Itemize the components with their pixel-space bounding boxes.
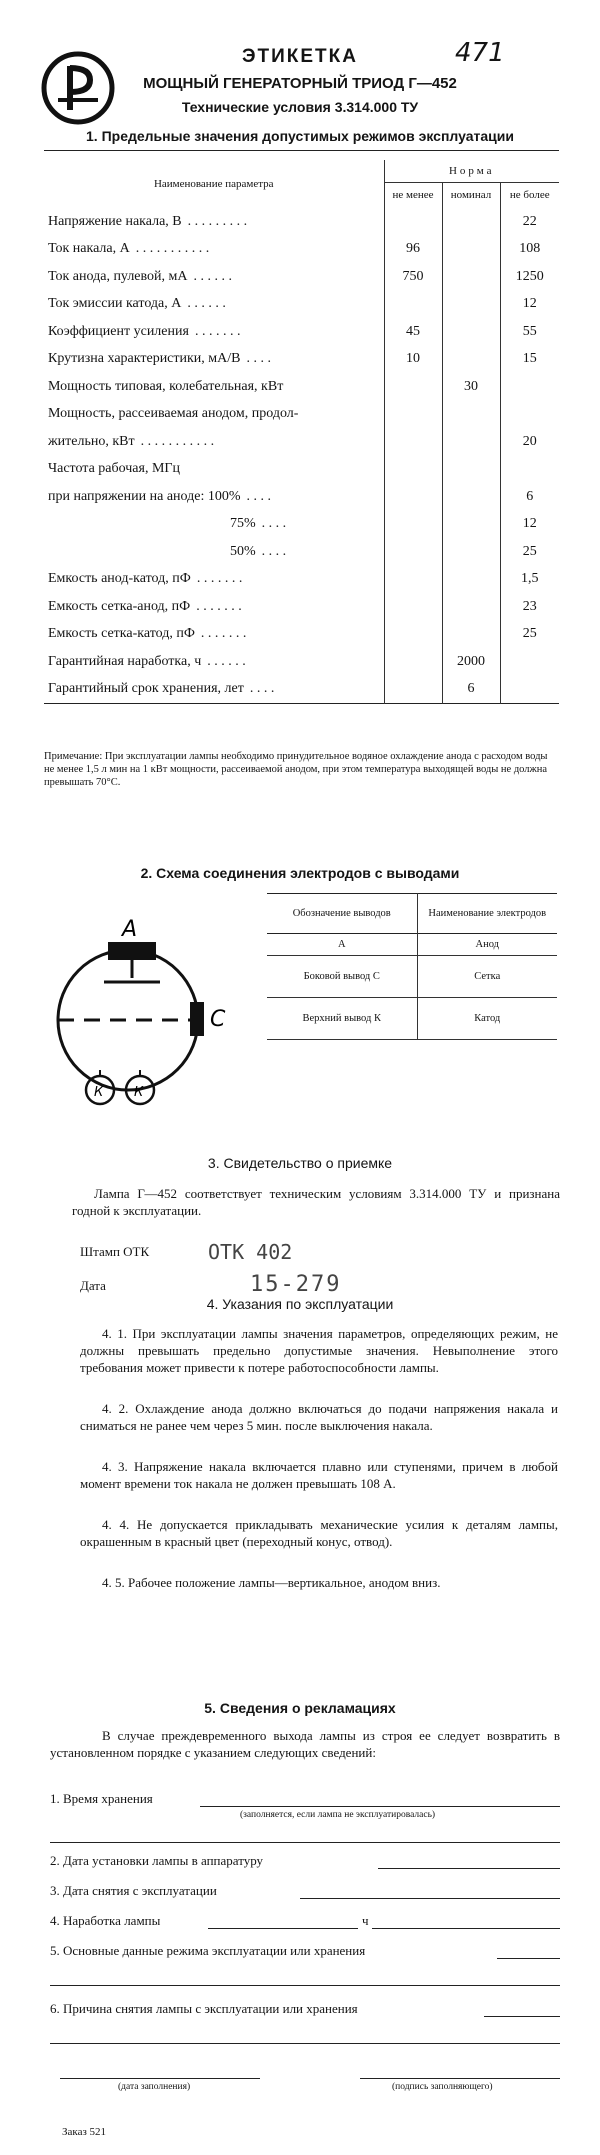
limits-row: [44, 676, 559, 704]
instruction-4-4: 4. 4. Не допускается прикладывать механические усилия к деталям лампы, окрашенным в красный цвет (переходный конус, отвод).: [80, 1517, 558, 1549]
field5-label: 5. Основные данные режима эксплуатации или хранения: [50, 1943, 366, 1958]
field1-label: 1. Время хранения: [50, 1791, 153, 1806]
label-title: ЭТИКЕТКА: [242, 46, 358, 67]
section3-text: Лампа Г—452 соответствует техническим условиям 3.314.000 ТУ и признана годной к эксплуатации.: [72, 1186, 560, 1218]
section4-title: 4. Указания по эксплуатации: [206, 1296, 394, 1312]
param-name: [44, 593, 384, 621]
param-name-text: Емкость анод-катод, пФ: [48, 571, 191, 587]
param-name-text: Гарантийная наработка, ч: [48, 653, 202, 669]
value-min: [384, 676, 442, 704]
value-max: 25: [500, 621, 559, 649]
value-nom: [442, 456, 500, 484]
value-min: [384, 648, 442, 676]
cathode-label-2: К: [134, 1085, 144, 1100]
pins-table: [267, 893, 557, 1040]
limits-row: [44, 511, 559, 539]
date-label: Дата: [80, 1278, 106, 1293]
col-designation-header: Обозначение выводов: [292, 908, 391, 919]
value-max: 12: [500, 291, 559, 319]
value-max: 55: [500, 318, 559, 346]
note-label: Примечание:: [44, 751, 103, 762]
cathode-label-1: К: [94, 1085, 104, 1100]
param-name: [44, 648, 384, 676]
value-min: [384, 291, 442, 319]
col-electrode-header: Наименование электродов: [417, 894, 557, 934]
product-title: МОЩНЫЙ ГЕНЕРАТОРНЫЙ ТРИОД Г—452: [143, 75, 457, 92]
pin-row: [267, 998, 557, 1040]
limits-row: [44, 236, 559, 264]
field5-line[interactable]: [497, 1958, 560, 1959]
value-nom: [442, 621, 500, 649]
param-name-text: Гарантийный срок хранения, лет: [48, 681, 244, 696]
value-max: 1250: [500, 263, 559, 291]
param-name-text: Крутизна характеристики, мА/В: [48, 351, 241, 367]
value-nom: [442, 346, 500, 374]
section1-title: 1. Предельные значения допустимых режимов эксплуатации: [86, 128, 514, 144]
limits-row: [44, 593, 559, 621]
limits-row: [44, 538, 559, 566]
limits-row: [44, 291, 559, 319]
pin-electrode: Анод: [417, 934, 557, 956]
value-nom: [442, 208, 500, 236]
section2-title: 2. Схема соединения электродов с выводами: [140, 865, 460, 881]
limits-row: [44, 208, 559, 236]
value-min: [384, 621, 442, 649]
section5-title: 5. Сведения о рекламациях: [204, 1700, 396, 1716]
table-bottom-rule-cell: [44, 703, 559, 704]
spec-line: Технические условия 3.314.000 ТУ: [181, 99, 419, 115]
param-dots: . . . . . . .: [196, 571, 243, 587]
limits-row: [44, 318, 559, 346]
instruction-4-1: 4. 1. При эксплуатации лампы значения параметров, определяющих режим, не должны превышать предельно допустимые значения. Невыполнение этого требования может привести к потере работоспособности лампы.: [80, 1326, 558, 1375]
field1-line-2[interactable]: [50, 1842, 560, 1843]
value-nom: [442, 483, 500, 511]
table-top-rule: [44, 150, 559, 151]
field1-note: (заполняется, если лампа не эксплуатировалась): [240, 1810, 436, 1820]
value-max: 25: [500, 538, 559, 566]
param-name: [44, 428, 384, 456]
param-name-text: 75%: [230, 516, 256, 532]
param-name-text: Мощность типовая, колебательная, кВт: [48, 378, 284, 394]
value-min: 96: [384, 236, 442, 264]
value-min: [384, 208, 442, 236]
grid-label: С: [210, 1007, 226, 1032]
section3-title: 3. Свидетельство о приемке: [207, 1155, 393, 1171]
limits-table: [44, 160, 559, 704]
param-dots: . . . .: [246, 351, 271, 367]
value-nom: [442, 263, 500, 291]
value-max: [500, 676, 559, 704]
value-max: 23: [500, 593, 559, 621]
value-nom: [442, 318, 500, 346]
field2-line[interactable]: [378, 1868, 560, 1869]
pin-designation: Верхний вывод К: [267, 998, 417, 1040]
sig-person-caption: (подпись заполняющего): [392, 2082, 493, 2092]
field4-line-2[interactable]: [372, 1928, 560, 1929]
electrode-diagram: [40, 900, 230, 1130]
param-name: [44, 236, 384, 264]
field6-label: 6. Причина снятия лампы с эксплуатации или хранения: [50, 2001, 358, 2016]
instruction-4-2: 4. 2. Охлаждение анода должно включаться до подачи напряжения накала и сниматься не ранее чем через 5 мин. после выключения накала.: [80, 1401, 558, 1433]
limits-row: [44, 373, 559, 401]
param-name-text: жительно, кВт: [48, 433, 135, 449]
param-name: [44, 456, 384, 484]
note-text: При эксплуатации лампы необходимо принудительное водяное охлаждение анода с расходом воды не менее 1,5 л мин на 1 кВт мощности, рассеиваемой анодом, при этом температура выходящей воды не должна превышать 70°С.: [44, 751, 548, 788]
value-min: [384, 566, 442, 594]
stamp-value: ОТК 402: [208, 1240, 293, 1264]
note: [44, 750, 559, 789]
param-name-text: Ток накала, А: [48, 241, 130, 257]
field4-unit: ч: [362, 1913, 369, 1928]
instruction-4-3: 4. 3. Напряжение накала включается плавно или ступенями, причем в любой момент времени ток накала не должен превышать 108 А.: [80, 1459, 558, 1491]
value-nom: 2000: [442, 648, 500, 676]
value-nom: [442, 566, 500, 594]
limits-row: [44, 648, 559, 676]
value-min: [384, 593, 442, 621]
sig-date-caption: (дата заполнения): [118, 2082, 191, 2092]
value-max: [500, 648, 559, 676]
field6-line-2[interactable]: [50, 2043, 560, 2044]
param-name: [44, 538, 384, 566]
param-dots: . . . . . . . . .: [187, 213, 248, 229]
handwritten-number: 471: [455, 38, 505, 68]
param-name-text: Ток анода, пулевой, мА: [48, 268, 188, 284]
pin-row: [267, 934, 557, 956]
value-min: 750: [384, 263, 442, 291]
value-max: 12: [500, 511, 559, 539]
value-min: [384, 456, 442, 484]
param-name: [44, 566, 384, 594]
sig-person-line[interactable]: [360, 2078, 560, 2079]
param-name: [44, 401, 384, 429]
field3-label: 3. Дата снятия с эксплуатации: [50, 1883, 217, 1898]
field4-label: 4. Наработка лампы: [50, 1913, 161, 1928]
value-min: [384, 511, 442, 539]
param-dots: . . . . . .: [187, 296, 226, 312]
param-dots: . . . . . . .: [196, 598, 242, 614]
value-min: [384, 538, 442, 566]
param-name-text: Ток эмиссии катода, А: [48, 296, 182, 312]
param-name-text: Мощность, рассеиваемая анодом, продол-: [48, 406, 299, 422]
col-param-header: Наименование параметра: [153, 178, 274, 190]
param-name: [44, 346, 384, 374]
param-dots: . . . .: [249, 681, 275, 696]
instruction-4-5: 4. 5. Рабочее положение лампы—вертикальное, анодом вниз.: [102, 1575, 441, 1590]
field2-label: 2. Дата установки лампы в аппаратуру: [50, 1853, 264, 1868]
value-max: 108: [500, 236, 559, 264]
param-name-text: 50%: [230, 543, 256, 559]
param-name: [44, 263, 384, 291]
value-max: [500, 401, 559, 429]
value-max: 20: [500, 428, 559, 456]
value-nom: [442, 401, 500, 429]
param-dots: . . . . . .: [207, 653, 246, 669]
pin-electrode: Катод: [417, 998, 557, 1040]
limits-row: [44, 346, 559, 374]
param-dots: . . . . . .: [193, 268, 232, 284]
limits-row: [44, 263, 559, 291]
param-name: [44, 291, 384, 319]
stamp-label: Штамп ОТК: [80, 1244, 150, 1259]
param-dots: . . . . . . .: [200, 626, 247, 642]
field6-line[interactable]: [484, 2016, 560, 2017]
value-min: 45: [384, 318, 442, 346]
col-norm-header: Норма: [384, 160, 559, 182]
value-nom: [442, 593, 500, 621]
param-dots: . . . .: [246, 488, 272, 504]
param-name: [44, 511, 384, 539]
param-name: [44, 208, 384, 236]
param-name: [44, 318, 384, 346]
value-max: 6: [500, 483, 559, 511]
value-max: 22: [500, 208, 559, 236]
param-name-text: при напряжении на аноде: 100%: [48, 488, 241, 504]
field3-line[interactable]: [300, 1898, 560, 1899]
value-min: [384, 428, 442, 456]
field1-line[interactable]: [200, 1806, 560, 1807]
param-name-text: Частота рабочая, МГц: [48, 461, 180, 477]
value-nom: 30: [442, 373, 500, 401]
order-number: Заказ 521: [62, 2126, 107, 2138]
sig-date-line[interactable]: [60, 2078, 260, 2079]
anode-label: А: [122, 917, 138, 942]
param-dots: . . . . . . . . . . .: [140, 433, 215, 449]
value-nom: 6: [442, 676, 500, 704]
param-name-text: Коэффициент усиления: [48, 323, 189, 339]
param-name: [44, 373, 384, 401]
value-min: [384, 483, 442, 511]
value-nom: [442, 538, 500, 566]
value-nom: [442, 236, 500, 264]
limits-row: [44, 621, 559, 649]
pin-row: [267, 956, 557, 998]
param-name: [44, 676, 384, 704]
param-dots: . . . .: [261, 516, 287, 532]
limits-row: [44, 456, 559, 484]
pins-table-wrap: [267, 893, 557, 1040]
pin-designation: Боковой вывод С: [267, 956, 417, 998]
value-max: 1,5: [500, 566, 559, 594]
value-max: [500, 456, 559, 484]
param-name-text: Емкость сетка-анод, пФ: [48, 598, 191, 614]
limits-row: [44, 401, 559, 429]
param-name-text: Емкость сетка-катод, пФ: [48, 626, 195, 642]
col-min-header: не менее: [384, 182, 442, 208]
field5-line-2[interactable]: [50, 1985, 560, 1986]
limits-row: [44, 566, 559, 594]
value-min: 10: [384, 346, 442, 374]
value-min: [384, 373, 442, 401]
field4-line[interactable]: [208, 1928, 358, 1929]
value-nom: [442, 291, 500, 319]
param-name-text: Напряжение накала, В: [48, 213, 182, 229]
value-max: [500, 373, 559, 401]
section5-intro: В случае преждевременного выхода лампы из строя ее следует возвратить в установленном порядке с указанием следующих сведений:: [50, 1728, 560, 1760]
value-min: [384, 401, 442, 429]
param-dots: . . . .: [261, 543, 287, 559]
value-nom: [442, 428, 500, 456]
param-name: [44, 621, 384, 649]
table-bottom-rule: [44, 703, 559, 704]
value-nom: [442, 511, 500, 539]
date-value: 15-279: [250, 1272, 342, 1297]
col-nom-header: номинал: [442, 182, 500, 208]
param-dots: . . . . . . . . . . .: [135, 241, 210, 257]
limits-row: [44, 428, 559, 456]
param-dots: . . . . . . .: [194, 323, 241, 339]
value-max: 15: [500, 346, 559, 374]
limits-row: [44, 483, 559, 511]
param-name: [44, 483, 384, 511]
col-max-header: не более: [500, 182, 559, 208]
pin-designation: А: [267, 934, 417, 956]
pin-electrode: Сетка: [417, 956, 557, 998]
